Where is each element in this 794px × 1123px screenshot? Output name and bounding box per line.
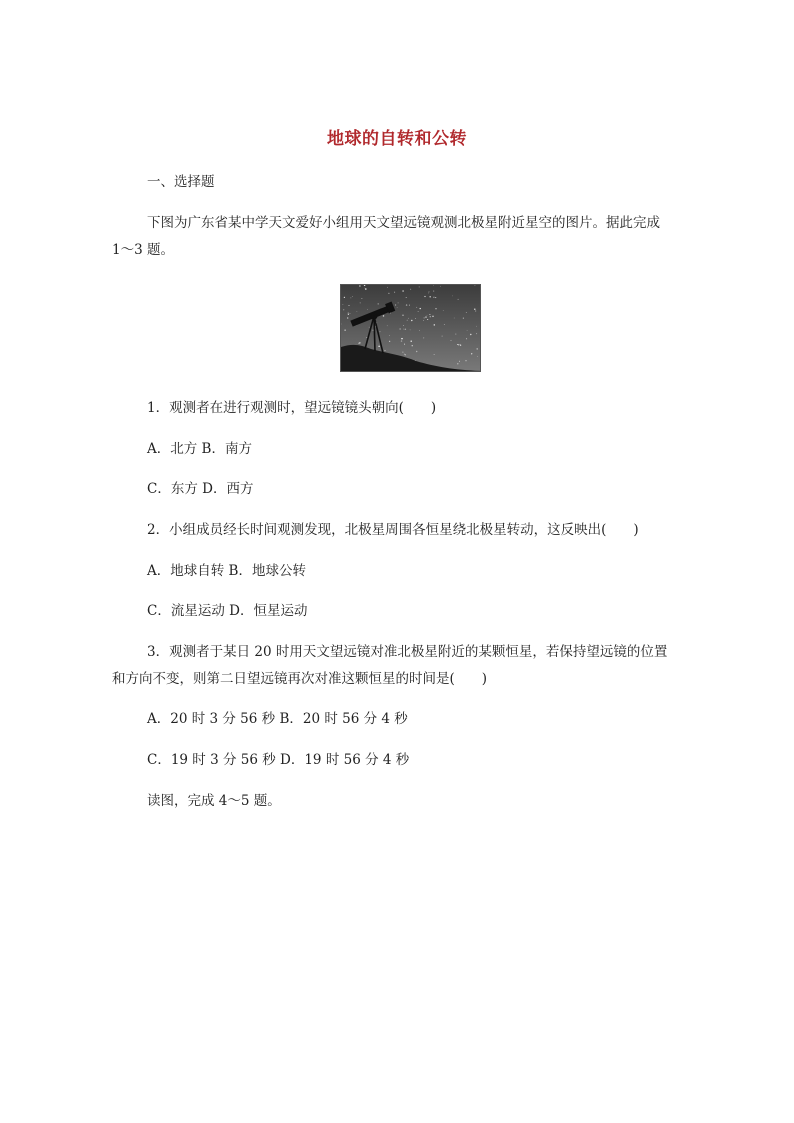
star-dot [359,342,360,343]
star-dot [389,341,390,342]
star-dot [344,329,345,330]
star-dot [410,330,411,331]
star-dot [402,352,403,353]
question-2-options-cd: C．流星运动 D．恒星运动 [147,603,308,619]
question-2-stem: 2．小组成员经长时间观测发现，北极星周围各恒星绕北极星转动，这反映出( ) [147,522,639,538]
star-dot [428,293,429,294]
star-dot [476,348,478,350]
star-dot [425,316,426,317]
star-dot [403,329,404,330]
star-dot [440,286,441,287]
star-dot [435,297,436,298]
star-dot [406,297,407,298]
star-dot [357,311,358,312]
star-dot [429,291,430,292]
star-dot [429,314,430,315]
star-dot [398,302,399,303]
star-dot [419,330,420,331]
star-dot [399,328,400,329]
star-dot [361,298,362,299]
star-dot [380,331,381,332]
star-dot [457,344,458,345]
star-dot [403,325,404,326]
section-heading: 一、选择题 [147,174,215,190]
star-dot [475,310,476,311]
star-dot [343,309,344,310]
star-dot [394,292,395,293]
star-dot [409,305,410,306]
read-instruction: 读图，完成 4～5 题。 [147,793,281,809]
star-dot [463,318,464,319]
star-dot [466,338,467,339]
star-dot [359,285,360,286]
star-dot [360,302,361,303]
star-dot [476,326,477,327]
star-dot [387,287,388,288]
question-1-stem: 1．观测者在进行观测时，望远镜镜头朝向( ) [147,400,437,416]
star-dot [405,329,407,331]
star-dot [466,360,467,361]
star-dot [389,335,390,336]
star-dot [416,351,417,352]
star-dot [372,330,373,331]
star-dot [434,354,435,355]
star-dot [470,334,471,335]
star-dot [443,310,444,311]
star-dot [344,297,345,298]
star-dot [476,333,477,334]
star-dot [384,350,385,351]
intro-text-line-2: 1～3 题。 [112,242,174,258]
star-dot [351,298,352,299]
star-dot [434,324,436,326]
star-dot [430,316,431,317]
star-dot [452,296,453,297]
star-dot [395,305,396,306]
star-dot [459,361,460,362]
star-dot [387,325,388,326]
star-dot [415,318,416,319]
question-1-options-ab: A．北方 B．南方 [147,441,252,457]
document-title: 地球的自转和公转 [327,129,467,149]
star-dot [402,315,403,316]
star-dot [404,344,405,345]
star-dot [427,315,428,316]
star-dot [383,315,385,317]
question-3-options-cd: C．19 时 3 分 56 秒 D．19 时 56 分 4 秒 [147,752,410,768]
star-dot [474,309,475,310]
star-dot [458,299,459,300]
star-dot [457,363,458,364]
star-dot [424,317,425,318]
star-dot [418,311,419,312]
star-dot [424,296,425,297]
star-dot [348,314,349,315]
question-3-stem-line-2: 和方向不变，则第二日望远镜再次对准这颗恒星的时间是( ) [112,671,488,687]
star-dot [442,336,443,337]
star-dot [420,308,421,309]
star-dot [397,307,398,308]
star-dot [407,320,408,321]
star-dot [402,290,404,292]
telescope-figure [340,284,481,372]
star-dot [427,319,428,320]
star-dot [405,354,406,355]
star-dot [477,356,478,357]
star-dot [466,312,467,313]
star-dot [378,303,379,304]
star-dot [366,337,367,338]
star-dot [343,304,344,305]
star-dot [451,340,452,341]
star-dot [401,338,403,340]
star-dot [350,313,351,314]
star-dot [378,346,379,347]
star-dot [460,345,461,346]
star-dot [444,324,445,325]
star-dot [412,345,413,346]
star-dot [423,320,424,321]
star-dot [415,360,416,361]
star-dot [455,334,456,335]
star-dot [429,296,431,298]
star-dot [416,307,417,308]
question-2-options-ab: A．地球自转 B．地球公转 [147,563,306,579]
star-dot [408,318,409,319]
star-dot [406,304,407,305]
star-dot [454,318,455,319]
intro-text-line-1: 下图为广东省某中学天文爱好小组用天文望远镜观测北极星附近星空的图片。据此完成 [147,215,660,231]
telescope-night-sky-icon [341,285,481,372]
star-dot [367,309,368,310]
star-dot [352,296,353,297]
star-dot [410,289,411,290]
star-dot [433,285,434,286]
star-dot [432,316,433,317]
question-1-options-cd: C．东方 D．西方 [147,481,254,497]
star-dot [458,344,459,345]
star-dot [435,308,436,309]
star-dot [365,288,367,290]
star-dot [433,297,434,298]
star-dot [471,353,472,354]
star-dot [411,320,412,321]
star-dot [411,341,412,342]
star-dot [419,286,420,287]
question-3-options-ab: A．20 时 3 分 56 秒 B．20 时 56 分 4 秒 [147,711,408,727]
question-3-stem-line-1: 3．观测者于某日 20 时用天文望远镜对准北极星附近的某颗恒星，若保持望远镜的位置 [147,644,668,660]
star-dot [348,305,349,306]
star-dot [401,340,402,341]
star-dot [467,330,468,331]
star-dot [347,317,348,318]
star-dot [433,291,434,292]
star-dot [348,313,349,314]
star-dot [404,354,405,355]
star-dot [388,293,389,294]
star-dot [423,337,424,338]
star-dot [364,288,365,289]
star-dot [369,327,370,328]
